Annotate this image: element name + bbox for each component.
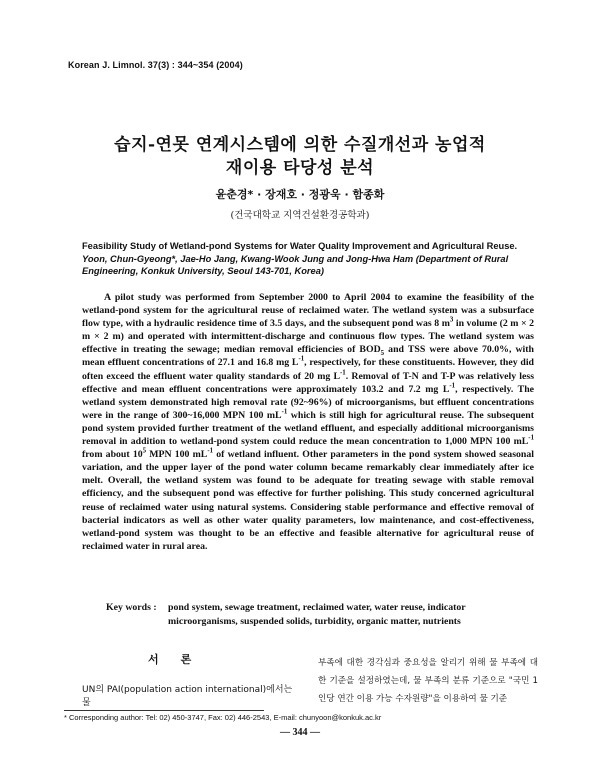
abstract-part: of wetland influent. Other parameters in the pond system showed seasonal variation, and the upper layer of the pond water column became remarkably clear immediately after ice melt. Overall, the wetland system was found to be adequate for treating sewage with stable removal efficiency, and the subsequent pond was effective for further polishing. This study concerned agricultural reuse of reclaimed water using natural systems. Considering stable performance and effective removal of bacterial indicators as well as other water quality parameters, low maintenance, and cost-effectiveness, wetland-pond system was thought to be an effective and feasible alternative for agricultural reuse of reclaimed water in rural area.: [82, 449, 534, 552]
abstract-part: MPN 100 mL: [146, 449, 208, 461]
abstract-part: . Removal of T-N and T-P was relatively less effective and mean effluent concentrations were approximately 103.2 and 7.2 mg L: [82, 370, 535, 395]
superscript: -1: [340, 369, 346, 377]
korean-title-line-1: 습지-연못 연계시스템에 의한 수질개선과 농업적: [114, 135, 486, 155]
subscript: 5: [380, 350, 385, 358]
superscript: 3: [449, 316, 454, 324]
section-heading: 서론: [148, 653, 214, 666]
superscript: -1: [449, 382, 456, 390]
keywords-label: Key words :: [106, 602, 157, 613]
body-right-column: 부족에 대한 경각심과 중요성을 알리기 위해 물 부족에 대한 기준을 설정하였는데, 물 부족의 분류 기준으로 "국민 1인당 연간 이용 가능 수자원량"을 이용하여 물 기준: [318, 658, 538, 704]
english-title-block: [82, 240, 532, 278]
abstract-part: and TSS were above 70.0%, with mean effluent concentrations of 27.1 and 16.8 mg L: [82, 344, 534, 369]
footnote-divider: [64, 710, 264, 711]
abstract-part: A pilot study was performed from September 2000 to April 2004 to examine the feasibility of the wetland-pond system for the agricultural reuse of reclaimed water. The wetland system was a subsurface flow type, with a hydraulic residence time of 3.5 days, and the subsequent pond was 8 m: [82, 292, 534, 330]
abstract-part: , respectively. The wetland system demonstrated high removal rate (92~96%) of microorganisms, but effluent concentrations were in the range of 300~16,000 MPN 100 mL: [82, 383, 534, 421]
keywords-text: pond system, sewage treatment, reclaimed water, water reuse, indicator microorganisms, suspended solids, turbidity, organic matter, nutrients: [168, 602, 466, 627]
abstract: [82, 291, 534, 553]
superscript: -1: [528, 434, 534, 442]
page-number: — 344 —: [280, 727, 320, 738]
journal-reference: Korean J. Limnol. 37(3) : 344~354 (2004): [68, 60, 243, 70]
abstract-part: in volume (2 m × 2 m × 2 m) and operated with intermittent-discharge and continuous flow types. The wetland system was effective in treating the sewage; median removal efficiencies of BOD: [82, 318, 534, 356]
korean-authors: 윤춘경* · 장재호 · 정광욱 · 함종화: [215, 188, 385, 201]
superscript: 5: [142, 447, 147, 455]
english-authors: Yoon, Chun-Gyeong*, Jae-Ho Jang, Kwang-Wook Jung and Jong-Hwa Ham: [82, 253, 414, 264]
body-left-column: UN의 PAI(population action international)에서는 물: [82, 685, 293, 708]
abstract-part: , respectively, for these constituents. However, they did often exceed the effluent water quality standards of 20 mg L: [82, 357, 534, 382]
superscript: -1: [298, 356, 305, 364]
superscript: -1: [281, 408, 288, 416]
korean-title-line-2: 재이용 타당성 분석: [225, 158, 375, 178]
superscript: -1: [207, 447, 214, 455]
keywords-block: [106, 601, 536, 628]
korean-affiliation: (건국대학교 지역건설환경공학과): [230, 210, 370, 221]
abstract-part: which is still high for agricultural reuse. The subsequent pond system provided further treatment of the wetland effluent, and especially additional microorganisms removal in addition to wetland-pond system could reduce the mean concentration to 1,000 MPN 100 mL: [82, 409, 534, 448]
corresponding-author-footnote: * Corresponding author: Tel: 02) 450-3747, Fax: 02) 446-2543, E-mail: chunyoon@konkuk.ac.kr: [64, 713, 382, 722]
english-title: Feasibility Study of Wetland-pond Systems for Water Quality Improvement and Agricultural Reuse.: [82, 241, 518, 251]
abstract-part: from about 10: [82, 449, 143, 461]
english-department: (Department of Rural Engineering, Konkuk University, Seoul 143-701, Korea): [82, 253, 509, 276]
